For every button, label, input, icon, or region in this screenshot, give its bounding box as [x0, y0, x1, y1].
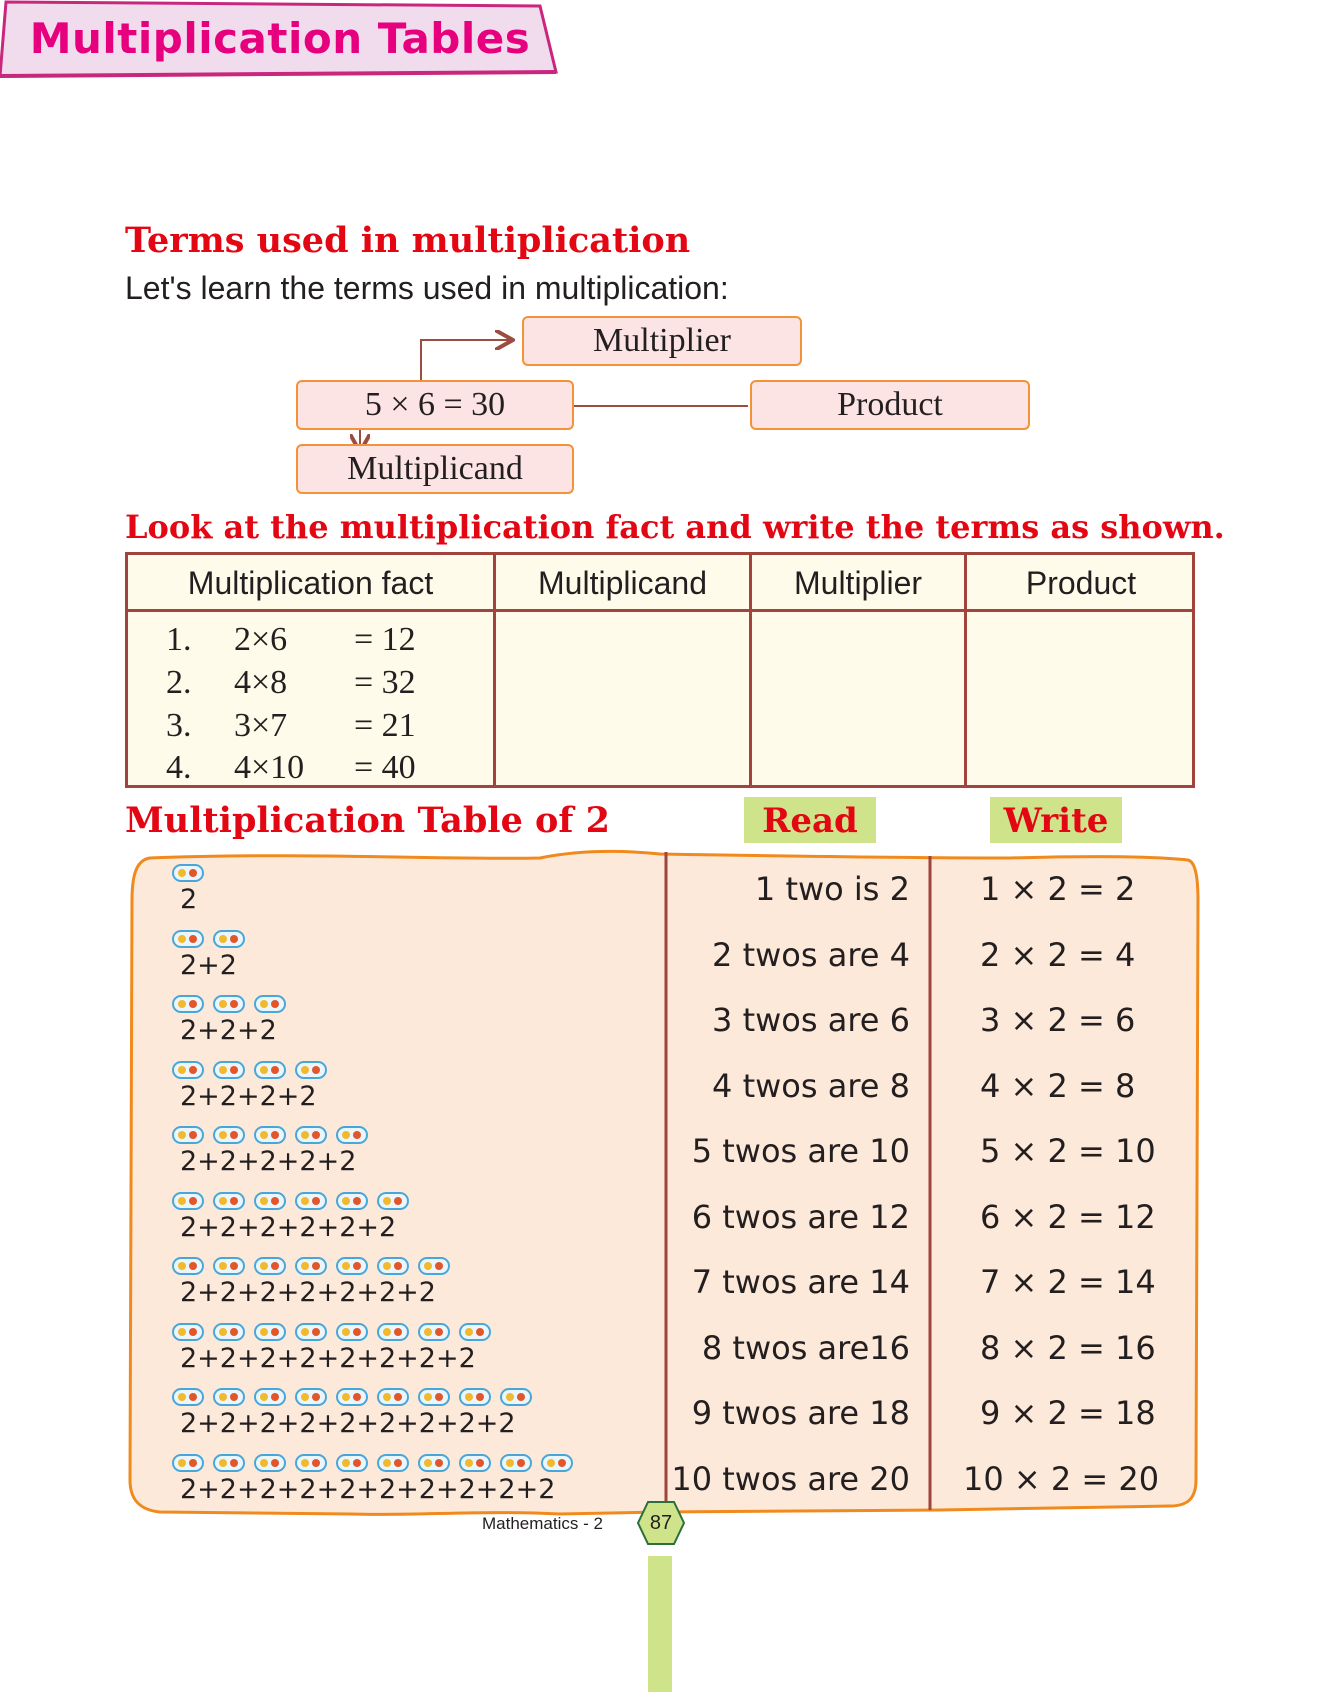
bead-pair-icon — [254, 1126, 286, 1144]
bead-group — [172, 1257, 450, 1277]
bead-pair-icon — [213, 1323, 245, 1341]
repeated-addition: 2+2+2+2+2+2 — [180, 1211, 397, 1243]
bead-pair-icon — [172, 1061, 204, 1079]
bead-pair-icon — [172, 1388, 204, 1406]
bead-pair-icon — [418, 1454, 450, 1472]
write-equation: 6 × 2 = 12 — [980, 1197, 1156, 1236]
terms-intro: Let's learn the terms used in multiplication: — [125, 270, 729, 306]
write-label: Write — [990, 797, 1122, 843]
header-multiplication-fact: Multiplication fact — [187, 565, 434, 601]
read-phrase: 6 twos are 12 — [691, 1197, 910, 1236]
bead-pair-icon — [172, 1454, 204, 1472]
bead-pair-icon — [336, 1192, 368, 1210]
read-label: Read — [744, 797, 876, 843]
write-equation: 5 × 2 = 10 — [980, 1132, 1156, 1170]
read-phrase: 2 twos are 4 — [712, 935, 910, 974]
bead-pair-icon — [254, 1388, 286, 1406]
bead-pair-icon — [254, 1323, 286, 1341]
bead-pair-icon — [172, 864, 204, 882]
repeated-addition: 2+2+2+2+2+2+2+2 — [180, 1342, 476, 1374]
bead-pair-icon — [377, 1257, 409, 1275]
bead-pair-icon — [172, 1257, 204, 1275]
bead-pair-icon — [418, 1257, 450, 1275]
bead-pair-icon — [377, 1388, 409, 1406]
exercise-instruction: Look at the multiplication fact and write the terms as shown. — [125, 508, 1225, 546]
repeated-addition: 2+2 — [180, 949, 237, 981]
bead-group — [172, 1192, 409, 1212]
bead-pair-icon — [295, 1126, 327, 1144]
fact-expression: 2×6 — [234, 621, 288, 658]
bead-pair-icon — [172, 995, 204, 1013]
bead-pair-icon — [459, 1323, 491, 1341]
bead-pair-icon — [295, 1454, 327, 1472]
fact-result: = 21 — [354, 707, 416, 744]
bead-pair-icon — [172, 1323, 204, 1341]
header-multiplicand: Multiplicand — [538, 565, 707, 601]
bead-pair-icon — [213, 930, 245, 948]
bead-pair-icon — [213, 995, 245, 1013]
fact-number: 4. — [166, 749, 192, 786]
bead-pair-icon — [295, 1323, 327, 1341]
read-phrase: 4 twos are 8 — [712, 1066, 910, 1105]
bead-pair-icon — [459, 1454, 491, 1472]
write-equation: 8 × 2 = 16 — [980, 1328, 1156, 1367]
bead-pair-icon — [213, 1454, 245, 1472]
page-title: Multiplication Tables — [29, 14, 531, 63]
repeated-addition: 2+2+2+2+2+2+2+2+2 — [180, 1408, 516, 1439]
repeated-addition: 2+2+2 — [180, 1015, 277, 1046]
repeated-addition: 2+2+2+2+2 — [180, 1146, 357, 1177]
bead-pair-icon — [254, 995, 286, 1013]
repeated-addition: 2+2+2+2+2+2+2+2+2+2 — [180, 1473, 556, 1505]
write-equation: 9 × 2 = 18 — [980, 1394, 1156, 1432]
read-phrase: 10 twos are 20 — [671, 1459, 910, 1498]
fact-number: 2. — [166, 664, 192, 701]
write-equation: 7 × 2 = 14 — [980, 1263, 1156, 1301]
bead-pair-icon — [295, 1061, 327, 1079]
bead-pair-icon — [336, 1257, 368, 1275]
bead-group — [172, 1061, 327, 1081]
read-phrase: 1 two is 2 — [754, 870, 910, 908]
write-equation: 2 × 2 = 4 — [980, 935, 1136, 974]
fact-number: 1. — [166, 621, 192, 658]
read-phrase: 7 twos are 14 — [691, 1263, 910, 1301]
bead-pair-icon — [254, 1061, 286, 1079]
bead-pair-icon — [500, 1454, 532, 1472]
fact-result: = 12 — [354, 621, 416, 658]
bead-pair-icon — [541, 1454, 573, 1472]
bead-pair-icon — [172, 1126, 204, 1144]
write-equation: 10 × 2 = 20 — [963, 1459, 1160, 1498]
read-phrase: 3 twos are 6 — [712, 1001, 910, 1039]
read-phrase: 9 twos are 18 — [691, 1394, 910, 1432]
bead-pair-icon — [295, 1388, 327, 1406]
bead-pair-icon — [172, 1192, 204, 1210]
bead-pair-icon — [254, 1192, 286, 1210]
fact-expression: 4×8 — [234, 664, 288, 701]
fact-result: = 40 — [354, 749, 416, 786]
bead-pair-icon — [295, 1192, 327, 1210]
bead-pair-icon — [213, 1061, 245, 1079]
bead-pair-icon — [295, 1257, 327, 1275]
bead-pair-icon — [336, 1126, 368, 1144]
bead-pair-icon — [213, 1257, 245, 1275]
fact-result: = 32 — [354, 664, 416, 701]
bead-pair-icon — [336, 1388, 368, 1406]
header-product: Product — [1025, 565, 1137, 601]
bead-pair-icon — [418, 1388, 450, 1406]
bead-pair-icon — [336, 1323, 368, 1341]
bead-pair-icon — [213, 1388, 245, 1406]
bead-pair-icon — [336, 1454, 368, 1472]
product-box: Product — [750, 380, 1030, 430]
read-phrase: 5 twos are 10 — [691, 1132, 910, 1170]
write-equation: 3 × 2 = 6 — [980, 1001, 1136, 1039]
bead-pair-icon — [254, 1257, 286, 1275]
bead-pair-icon — [213, 1126, 245, 1144]
repeated-addition: 2 — [180, 884, 198, 915]
fact-expression: 3×7 — [234, 707, 288, 744]
fact-expression: 4×10 — [234, 749, 305, 786]
footer-subject: Mathematics - 2 — [482, 1514, 603, 1533]
bead-pair-icon — [377, 1454, 409, 1472]
bead-group — [172, 864, 204, 884]
write-equation: 1 × 2 = 2 — [980, 870, 1136, 908]
write-equation: 4 × 2 = 8 — [980, 1066, 1136, 1105]
bead-pair-icon — [254, 1454, 286, 1472]
equation-box: 5 × 6 = 30 — [296, 380, 574, 430]
bead-pair-icon — [377, 1192, 409, 1210]
bead-pair-icon — [377, 1323, 409, 1341]
bead-pair-icon — [500, 1388, 532, 1406]
page-number: 87 — [649, 1512, 673, 1534]
bead-group — [172, 1388, 532, 1408]
bead-pair-icon — [172, 930, 204, 948]
multiplier-box: Multiplier — [522, 316, 802, 366]
repeated-addition: 2+2+2+2+2+2+2 — [180, 1277, 436, 1308]
bead-group — [172, 1323, 491, 1343]
table-of-2-heading: Multiplication Table of 2 — [125, 800, 610, 841]
header-multiplier: Multiplier — [793, 565, 923, 601]
bead-group — [172, 1126, 368, 1146]
read-phrase: 8 twos are16 — [701, 1328, 910, 1367]
fact-number: 3. — [166, 707, 192, 744]
bead-group — [172, 1454, 573, 1474]
bead-pair-icon — [418, 1323, 450, 1341]
terms-heading: Terms used in multiplication — [125, 220, 691, 261]
bead-pair-icon — [459, 1388, 491, 1406]
bead-pair-icon — [213, 1192, 245, 1210]
multiplicand-box: Multiplicand — [296, 444, 574, 494]
bead-group — [172, 930, 245, 950]
decorative-strip — [648, 1556, 672, 1692]
bead-group — [172, 995, 286, 1015]
repeated-addition: 2+2+2+2 — [180, 1080, 317, 1112]
